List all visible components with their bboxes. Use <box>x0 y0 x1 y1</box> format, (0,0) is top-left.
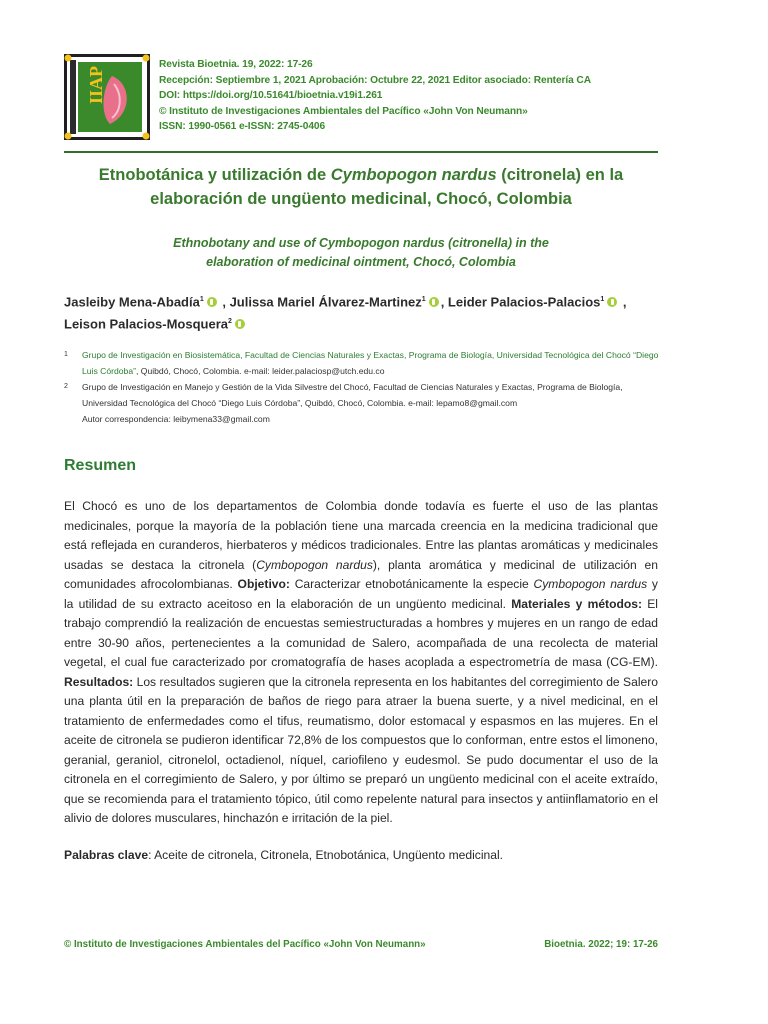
author-affiliation-number: 2 <box>228 318 232 326</box>
author-name: Leison Palacios-Mosquera <box>64 316 228 332</box>
abstract-label-metodos: Materiales y métodos: <box>511 596 642 611</box>
correspondence-text: Autor correspondencia: leibymena33@gmail.com <box>82 414 270 424</box>
author-name: Leider Palacios-Palacios <box>447 294 601 310</box>
abstract-body <box>64 497 658 829</box>
doi-link[interactable]: DOI: https://doi.org/10.51641/bioetnia.v19i1.261 <box>159 90 383 101</box>
abstract-text: ), planta aromática y medicinal de utilización en comunidades afrocolombianas. <box>64 557 658 591</box>
abstract-text: El trabajo comprendió la realización de encuestas semiestructuradas a hombres y mujeres en un rango de edad entre 30-90 años, pertenecientes a la comunidad de Salero, acompañada de una recolecta de material vegetal, el cual fue caracterizado por cromatografía de hases acoplada a espectrometría de masa (CG-EM). <box>64 596 658 669</box>
affiliation-text: Grupo de Investigación en Manejo y Gestión de la Vida Silvestre del Chocó, Facultad de Ciencias Naturales y Exactas, Programa de Biología, Universidad Tecnológica del Chocó “Diego Luis Córdoba”, Quibdó, Chocó, Colombia. e-mail: lepamo8@gmail.com <box>82 382 623 408</box>
title-es-line2: elaboración de ungüento medicinal, Chocó, Colombia <box>150 190 572 208</box>
affiliation-item <box>64 347 664 379</box>
journal-citation: Revista Bioetnia. 19, 2022: 17-26 <box>159 59 313 70</box>
title-en-line1: Ethnobotany and use of Cymbopogon nardus (citronella) in the <box>173 236 549 250</box>
affiliation-number: 1 <box>64 351 68 358</box>
article-title-en <box>64 234 658 272</box>
abstract-text: y la utilidad de su extracto aceitoso en la elaboración de un ungüento medicinal. <box>64 577 658 611</box>
author-list: Jasleiby Mena-Abadía$^1$ , Julissa Mariel Álvarez-Martinez$^1$ , Leider Palacios-Palacios$^1$ , Leison Palacios-Mosquera$^2$ <box>64 294 627 332</box>
orcid-icon[interactable] <box>235 319 245 329</box>
abstract-label-resultados: Resultados: <box>64 674 134 689</box>
section-heading-resumen: Resumen <box>64 457 137 474</box>
header-divider <box>64 151 658 153</box>
correspondence <box>64 411 664 427</box>
keywords-text: : Aceite de citronela, Citronela, Etnobotánica, Ungüento medicinal. <box>148 848 504 862</box>
abstract-text: Los resultados sugieren que la citronela representa en los habitantes del corregimiento de Salero una planta útil en la preparación de baños de riego para atraer la buena suerte, y a nivel medicinal, en el tratamiento de enfermedades como el tifus, reumatismo, dolor estomacal y espasmos en las mujeres. En el aceite de citronela se pudieron identificar 72,8% de los compuestos que lo conforman, entre estos el limoneno, geranial, geraniol, citronelol, octadienol, níquel, cariofileno y eudesmol. Se pudo documentar el uso de la citronela en el corregimiento de Salero, y por último se preparó un ungüento medicinal con el aceite extraído, que se recomienda para el tratamiento tópico, útil como repelente natural para insectos y antiinflamatorio en el alivio de dolores musculares, hinchazón e irritación de la piel. <box>64 674 658 825</box>
title-en-line2: elaboration of medicinal ointment, Chocó, Colombia <box>206 255 516 269</box>
author-affiliation-number: 1 <box>421 296 426 303</box>
orcid-icon[interactable] <box>429 297 439 307</box>
abstract-text: El Chocó es uno de los departamentos de Colombia donde todavía es fuerte el uso de las plantas medicinales, porque la mayoría de la población tiene una marcada creencia en la medicina tradicional que está reflejada en curanderos, hierbateros y médicos tradicionales. Entre las plantas aromáticas y medicinales usadas se destaca la citronela ( <box>64 499 658 572</box>
abstract-text: Caracterizar etnobotánicamente la especie <box>289 577 534 591</box>
iiap-logo <box>64 54 150 140</box>
affiliation-text: , Quibdó, Chocó, Colombia. e-mail: leider.palaciosp@utch.edu.co <box>135 366 385 376</box>
logo-text: IIAP <box>86 65 106 104</box>
affiliations <box>64 347 664 427</box>
title-es-part1: Etnobotánica y utilización de <box>98 166 331 184</box>
issn-line: ISSN: 1990-0561 e-ISSN: 2745-0406 <box>159 121 326 132</box>
abstract-species: Cymbopogon nardus <box>256 557 373 572</box>
affiliation-text: Grupo de Investigación en Biosistemática, Facultad de Ciencias Naturales y Exactas, Programa de Biología, Universidad Tecnológica del Chocó “Diego Luis Córdoba” <box>82 350 659 376</box>
author-name: Jasleiby Mena-Abadía <box>64 294 200 310</box>
abstract-species: Cymbopogon nardus <box>533 577 648 591</box>
article-title-es <box>64 163 658 211</box>
keywords <box>64 846 658 865</box>
affiliation-number: 2 <box>64 383 68 390</box>
title-es-part2: (citronela) en la <box>496 166 624 184</box>
title-es-species: Cymbopogon nardus <box>330 166 497 184</box>
abstract-label-objetivo: Objetivo: <box>237 577 290 591</box>
author-affiliation-number: 1 <box>600 296 605 303</box>
author-name: Julissa Mariel Álvarez-Martinez <box>229 294 422 310</box>
copyright-line: © Instituto de Investigaciones Ambientales del Pacífico «John Von Neumann» <box>159 105 528 117</box>
footer-copyright: © Instituto de Investigaciones Ambientales del Pacífico «John Von Neumann» <box>64 939 426 950</box>
keywords-label: Palabras clave <box>64 848 149 862</box>
journal-header <box>159 57 591 135</box>
author-affiliation-number: 1 <box>199 296 204 303</box>
orcid-icon[interactable] <box>207 297 217 307</box>
footer-citation: Bioetnia. 2022; 19: 17-26 <box>544 939 658 950</box>
orcid-icon[interactable] <box>607 297 617 307</box>
affiliation-item <box>64 379 664 411</box>
reception-dates: Recepción: Septiembre 1, 2021 Aprobación: Octubre 22, 2021 Editor asociado: Rentería CA <box>159 74 591 86</box>
